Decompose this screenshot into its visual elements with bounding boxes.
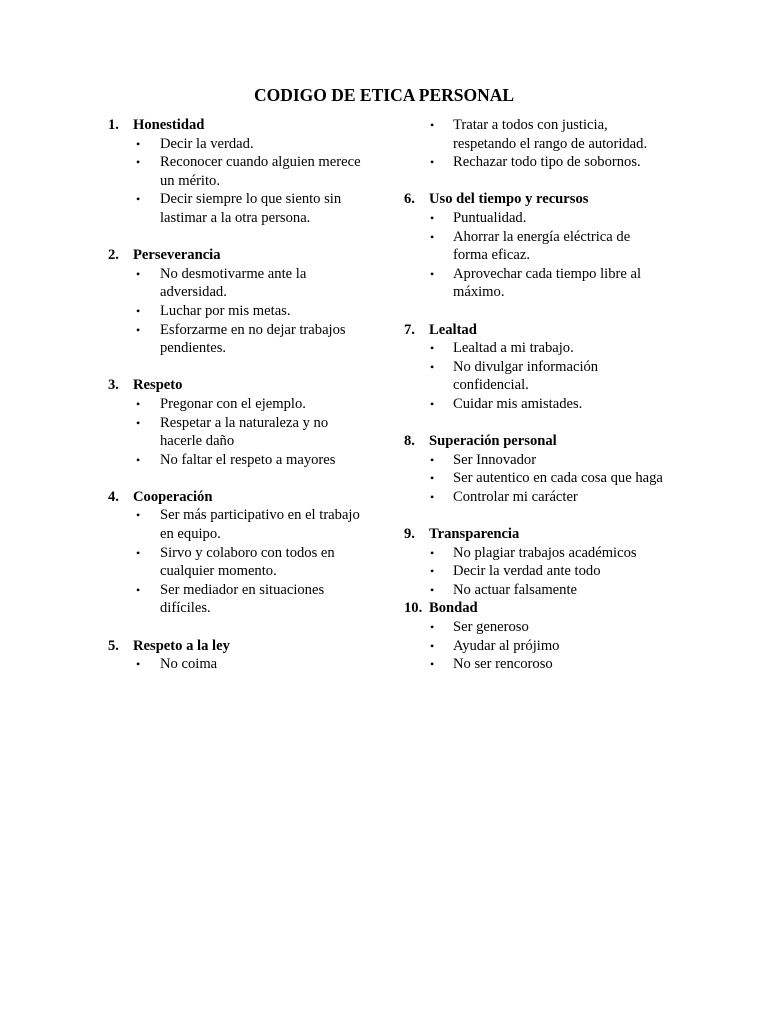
- section-respeto: [108, 376, 370, 469]
- list-item: [108, 153, 370, 190]
- bullet-icon: •: [136, 657, 141, 672]
- item-text: No divulgar información confidencial.: [453, 358, 599, 394]
- section-number: 3.: [108, 377, 119, 394]
- section-gap: [108, 618, 370, 637]
- section-heading: [404, 432, 666, 451]
- section-respeto-a-la-ley: [108, 637, 370, 674]
- item-text: Controlar mi carácter: [453, 488, 578, 505]
- bullet-icon: •: [136, 303, 141, 318]
- list-item: [108, 655, 370, 674]
- item-text: Decir la verdad ante todo: [453, 563, 601, 580]
- list-item: [108, 544, 370, 581]
- section-title: Superación personal: [429, 433, 557, 450]
- item-text: Respetar a la naturaleza y no hacerle daño: [160, 414, 329, 450]
- item-text: Ser más participativo en el trabajo en equipo.: [160, 507, 360, 543]
- section-number: 6.: [404, 191, 415, 208]
- bullet-icon: •: [136, 396, 141, 411]
- list-item: [404, 581, 666, 600]
- list-item: [108, 414, 370, 451]
- bullet-icon: •: [430, 266, 435, 281]
- section-title: Lealtad: [429, 321, 477, 338]
- item-text: Sirvo y colaboro con todos en cualquier momento.: [160, 544, 335, 580]
- section-title: Respeto: [133, 377, 183, 394]
- list-item: [404, 637, 666, 656]
- item-list-continued: [404, 116, 666, 172]
- document-title: CODIGO DE ETICA PERSONAL: [253, 85, 515, 105]
- item-text: Pregonar con el ejemplo.: [160, 395, 306, 412]
- bullet-icon: •: [430, 229, 435, 244]
- item-list: [404, 544, 666, 600]
- item-text: Ahorrar la energía eléctrica de forma eficaz.: [453, 228, 631, 264]
- list-item: [404, 395, 666, 414]
- list-item: [108, 302, 370, 321]
- item-text: Ser mediador en situaciones difíciles.: [160, 581, 325, 617]
- section-title: Perseverancia: [133, 247, 221, 264]
- list-item: [108, 265, 370, 302]
- bullet-icon: •: [430, 620, 435, 635]
- section-lealtad: [404, 321, 666, 414]
- bullet-icon: •: [136, 266, 141, 281]
- list-item: [404, 469, 666, 488]
- item-list: [108, 655, 370, 674]
- bullet-icon: •: [430, 489, 435, 504]
- section-gap: [404, 506, 666, 525]
- section-heading: [108, 637, 370, 656]
- item-text: Decir la verdad.: [160, 135, 254, 152]
- section-gap: [108, 358, 370, 377]
- bullet-icon: •: [430, 545, 435, 560]
- bullet-icon: •: [136, 322, 141, 337]
- item-text: No desmotivarme ante la adversidad.: [160, 265, 307, 301]
- bullet-icon: •: [430, 396, 435, 411]
- bullet-icon: •: [430, 452, 435, 467]
- item-text: No faltar el respeto a mayores: [160, 451, 336, 468]
- section-heading: [108, 246, 370, 265]
- item-text: Aprovechar cada tiempo libre al máximo.: [453, 265, 642, 301]
- section-title: Uso del tiempo y recursos: [429, 191, 589, 208]
- item-text: No ser rencoroso: [453, 656, 553, 673]
- list-item: [404, 209, 666, 228]
- list-item: [108, 135, 370, 154]
- item-list: [404, 618, 666, 674]
- section-transparencia: [404, 525, 666, 599]
- list-item: [404, 228, 666, 265]
- item-text: Esforzarme en no dejar trabajos pendientes.: [160, 321, 346, 357]
- item-text: Ser generoso: [453, 619, 529, 636]
- bullet-icon: •: [136, 192, 141, 207]
- section-title: Bondad: [429, 600, 478, 617]
- list-item: [404, 116, 666, 153]
- item-list: [108, 395, 370, 469]
- item-text: No coima: [160, 656, 218, 673]
- item-list: [108, 135, 370, 228]
- item-text: No actuar falsamente: [453, 581, 577, 598]
- bullet-icon: •: [136, 136, 141, 151]
- section-heading: [108, 488, 370, 507]
- section-title: Cooperación: [133, 488, 213, 505]
- bullet-icon: •: [430, 155, 435, 170]
- item-text: Tratar a todos con justicia, respetando el rango de autoridad.: [453, 117, 648, 152]
- list-item: [108, 581, 370, 618]
- bullet-icon: •: [136, 452, 141, 467]
- section-heading: [404, 599, 666, 618]
- section-uso-del-tiempo: [404, 190, 666, 302]
- section-heading: [404, 525, 666, 544]
- bullet-icon: •: [430, 638, 435, 653]
- list-item: [404, 451, 666, 470]
- item-text: Puntualidad.: [453, 209, 527, 226]
- list-item: [404, 655, 666, 674]
- section-gap: [404, 302, 666, 321]
- section-number: 2.: [108, 247, 119, 264]
- section-perseverancia: [108, 246, 370, 358]
- section-number: 10.: [404, 600, 423, 617]
- item-text: Lealtad a mi trabajo.: [453, 340, 574, 357]
- section-number: 7.: [404, 321, 415, 338]
- list-item: [404, 339, 666, 358]
- section-heading: [404, 321, 666, 340]
- list-item: [404, 265, 666, 302]
- item-text: Ser autentico en cada cosa que haga: [453, 470, 663, 487]
- bullet-icon: •: [430, 471, 435, 486]
- section-honestidad: [108, 116, 370, 228]
- section-number: 9.: [404, 526, 415, 543]
- list-item: [108, 451, 370, 470]
- bullet-icon: •: [136, 582, 141, 597]
- bullet-icon: •: [430, 582, 435, 597]
- section-cooperacion: [108, 488, 370, 618]
- section-title: Honestidad: [133, 117, 205, 133]
- item-text: Cuidar mis amistades.: [453, 395, 583, 412]
- item-list: [404, 451, 666, 507]
- section-heading: [108, 376, 370, 395]
- item-text: Luchar por mis metas.: [160, 302, 291, 319]
- list-item: [404, 618, 666, 637]
- list-item: [108, 506, 370, 543]
- section-gap: [404, 172, 666, 191]
- section-heading: [404, 190, 666, 209]
- bullet-icon: •: [430, 210, 435, 225]
- section-number: 8.: [404, 433, 415, 450]
- bullet-icon: •: [430, 564, 435, 579]
- item-text: Rechazar todo tipo de sobornos.: [453, 154, 641, 171]
- bullet-icon: •: [136, 155, 141, 170]
- item-list: [108, 265, 370, 358]
- section-superacion-personal: [404, 432, 666, 506]
- section-title: Transparencia: [429, 526, 520, 543]
- bullet-icon: •: [430, 657, 435, 672]
- item-text: Ayudar al prójimo: [453, 637, 560, 654]
- bullet-icon: •: [430, 359, 435, 374]
- left-column: [108, 116, 370, 674]
- section-gap: [404, 414, 666, 433]
- section-heading: [108, 116, 370, 135]
- list-item: [108, 190, 370, 227]
- section-bondad: [404, 599, 666, 673]
- item-text: Reconocer cuando alguien merece un mérito.: [160, 154, 361, 189]
- list-item: [404, 153, 666, 172]
- section-number: 5.: [108, 637, 119, 654]
- item-text: Ser Innovador: [453, 451, 537, 468]
- item-list: [404, 339, 666, 413]
- bullet-icon: •: [430, 341, 435, 356]
- item-text: No plagiar trabajos académicos: [453, 544, 637, 561]
- item-list: [404, 209, 666, 302]
- list-item: [108, 395, 370, 414]
- list-item: [404, 488, 666, 507]
- section-title: Respeto a la ley: [133, 637, 230, 654]
- section-gap: [108, 469, 370, 488]
- section-number: 1.: [108, 117, 119, 133]
- bullet-icon: •: [136, 545, 141, 560]
- list-item: [108, 321, 370, 358]
- right-column: [404, 116, 666, 674]
- bullet-icon: •: [430, 118, 435, 132]
- bullet-icon: •: [136, 415, 141, 430]
- list-item: [404, 562, 666, 581]
- section-number: 4.: [108, 488, 119, 505]
- list-item: [404, 358, 666, 395]
- item-list: [108, 506, 370, 618]
- section-gap: [108, 228, 370, 247]
- bullet-icon: •: [136, 508, 141, 523]
- item-text: Decir siempre lo que siento sin lastimar a la otra persona.: [160, 191, 342, 226]
- list-item: [404, 544, 666, 563]
